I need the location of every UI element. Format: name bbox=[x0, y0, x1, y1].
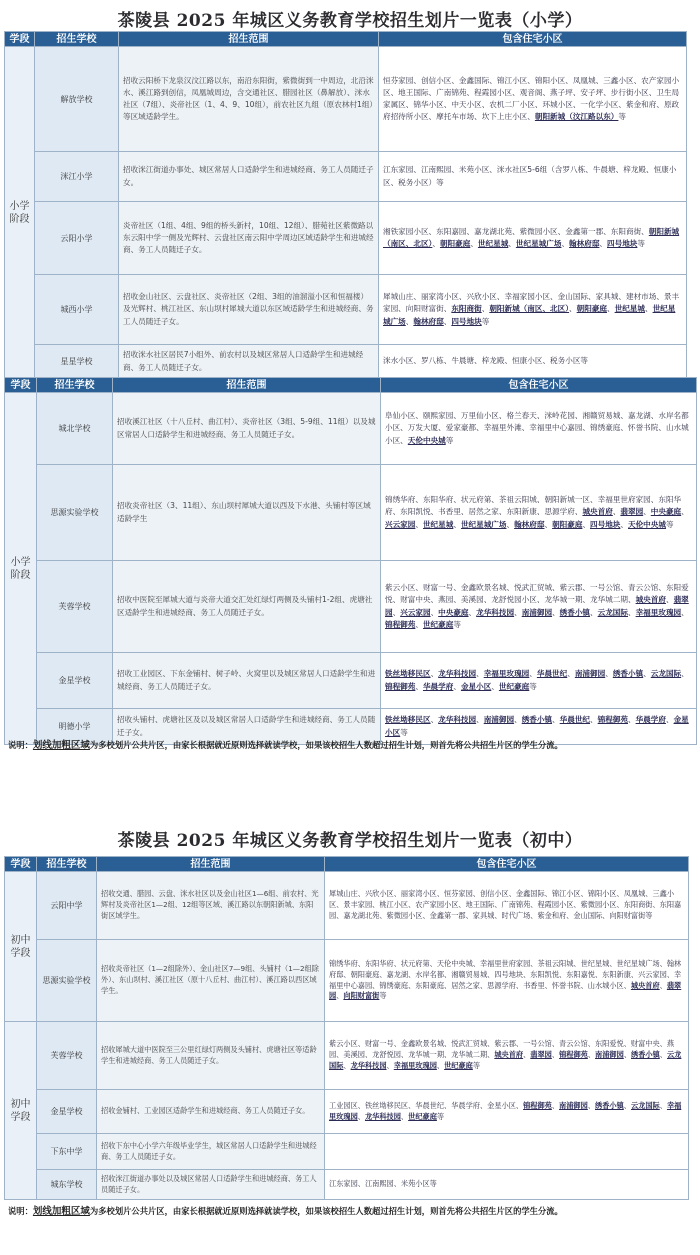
table-row bbox=[5, 1134, 689, 1170]
primary-title: 茶陵县 2025 年城区义务教育学校招生划片一览表（小学） bbox=[117, 11, 583, 31]
shared-zone: 朝阳豪庭 bbox=[576, 304, 608, 314]
shared-zone: 翡翠园 bbox=[620, 507, 644, 517]
header-range: 招生范围 bbox=[113, 378, 381, 393]
shared-zone: 世纪星城 bbox=[614, 304, 645, 314]
range-cell: 招收洣江街道办事处、城区常居人口适龄学生和进城经商、务工人员随迁子女。 bbox=[119, 152, 379, 202]
shared-zone: 翰林府邸 bbox=[569, 239, 600, 248]
header-communities: 包含住宅小区 bbox=[381, 378, 697, 393]
communities-cell: 犀城山庄、兴欣小区、丽家湾小区、恒芬家园、创信小区、金鑫国际、锦江小区、锦阳小区、凤凰城、三鑫小区、景丰家园、桃江小区、农产家园小区、地王国际、广南锦苑、程霞园小区、紫微园小区、东阳商街、东阳嘉园、嘉龙湖北苑、紫微园小区、金鑫第一郡、家具城、时代广场、紫金和府、金山国际、向阳财富街等 bbox=[325, 872, 689, 940]
table-header-row bbox=[5, 378, 697, 393]
level-cell: 小学阶段 bbox=[5, 47, 35, 379]
header-level: 学段 bbox=[5, 32, 35, 47]
school-name: 芙蓉学校 bbox=[37, 561, 113, 653]
table-row bbox=[5, 653, 697, 709]
shared-zone: 华晨世纪 bbox=[536, 669, 568, 679]
school-name: 城西小学 bbox=[35, 275, 119, 345]
shared-zone: 翡翠园 bbox=[329, 980, 682, 1001]
shared-zone: 华晨世纪 bbox=[559, 715, 591, 725]
shared-zone: 金星小区 bbox=[385, 715, 689, 737]
range-cell: 招收炎帝社区（3、11组）、东山坝村犀城大道以西及下水港、头铺村等区域适龄学生 bbox=[113, 465, 381, 561]
shared-zone: 华晨学府 bbox=[635, 715, 666, 725]
range-cell: 招收犀城大道中医院至三公里红绿灯两侧及头铺村、虎塘社区等适龄学生和进城经商、务工人员随迁子女。 bbox=[97, 1022, 325, 1090]
table-row bbox=[5, 1170, 689, 1200]
middle-title: 茶陵县 2025 年城区义务教育学校招生划片一览表（初中） bbox=[117, 831, 583, 851]
school-name: 金星学校 bbox=[37, 1090, 97, 1134]
shared-zone: 南浦御园 bbox=[595, 1050, 624, 1060]
shared-zone: 南浦御园 bbox=[559, 1100, 588, 1110]
shared-zone: 锦程御苑 bbox=[523, 1100, 552, 1110]
shared-zone: 云龙国际 bbox=[597, 607, 628, 617]
shared-zone: 四号地块 bbox=[451, 316, 482, 326]
header-level: 学段 bbox=[5, 378, 37, 393]
shared-zone: 城央首府 bbox=[635, 595, 666, 605]
school-name: 下东中学 bbox=[37, 1134, 97, 1170]
shared-zone: 锦程御苑 bbox=[385, 681, 416, 691]
table-row bbox=[5, 940, 689, 1022]
shared-zone: 锦程御苑 bbox=[559, 1050, 588, 1060]
table-row bbox=[5, 561, 697, 653]
header-communities: 包含住宅小区 bbox=[379, 32, 687, 47]
header-range: 招生范围 bbox=[119, 32, 379, 47]
shared-zone: 城央首府 bbox=[494, 1050, 524, 1060]
table-row bbox=[5, 202, 687, 275]
shared-zone: 翰林府邸 bbox=[413, 316, 444, 326]
school-name: 解放学校 bbox=[35, 47, 119, 152]
communities-cell: 铁丝坳移民区、龙华科技园、幸福里玫瑰园、华晨世纪、南浦御园、绣香小镇、云龙国际、锦程御苑、华晨学府、金星小区、世纪豪庭等 bbox=[381, 653, 697, 709]
header-school: 招生学校 bbox=[37, 378, 113, 393]
school-name: 城东学校 bbox=[37, 1170, 97, 1200]
table-row bbox=[5, 1022, 689, 1090]
communities-cell: 阜仙小区、颐熙家园、万里仙小区、格兰春天、洣岭花园、湘赣贸易城、嘉龙湖、水岸名都小区、万发大厦、爱家豪都、幸福里外滩、幸福里中心嘉园、锦绣豪庭、怀誉书院、山水城小区、天伦中央城等 bbox=[381, 393, 697, 465]
shared-zone: 中央豪庭 bbox=[650, 507, 682, 517]
range-cell: 招收溪江社区（十八丘村、曲江村）、炎帝社区（3组、5-9组、11组）以及城区常居人口适龄学生和进城经商、务工人员随迁子女。 bbox=[113, 393, 381, 465]
communities-cell: 洣水小区、罗八栋、牛晨塘、梓龙殿、恒康小区、税务小区等 bbox=[379, 345, 687, 379]
shared-zone: 世纪豪庭 bbox=[408, 1111, 437, 1121]
shared-zone: 金星小区 bbox=[460, 681, 492, 691]
shared-zone: 幸福里玫瑰园 bbox=[483, 669, 530, 679]
shared-zone: 云龙国际 bbox=[329, 1050, 682, 1070]
school-name: 云阳小学 bbox=[35, 202, 119, 275]
table-row bbox=[5, 872, 689, 940]
shared-zone: 南浦御园 bbox=[521, 607, 553, 617]
header-communities: 包含住宅小区 bbox=[325, 857, 689, 872]
shared-zone: 南浦御园 bbox=[574, 669, 606, 679]
table-header-row bbox=[5, 857, 689, 872]
shared-zone: 天伦中央城 bbox=[407, 435, 446, 445]
range-cell: 招收金山社区、云盘社区、炎帝社区（2组、3组的油溜溢小区和恒福楼）及光辉村、桃江社区、东山坝村犀城大道以东区域适龄学生和进城经商、务工人员随迁子女。 bbox=[119, 275, 379, 345]
communities-cell: 紫云小区、财富一号、金鑫欧景名城、悦武汇贸城、紫云郡、一号公馆、青云公馆、东阳爱悦、财富中央、燕园、美溪园、龙舒悦园小区、龙华城一期、龙华城二期、城央首府、翡翠园、兴云家园、中央豪庭、龙华科技园、南浦御园、绣香小镇、云龙国际、幸福里玫瑰园、锦程御苑、世纪豪庭等 bbox=[381, 561, 697, 653]
shared-zone: 向阳财富街 bbox=[343, 991, 380, 1001]
shared-zone: 龙华科技园 bbox=[438, 715, 477, 725]
communities-cell: 江东家园、江南熙园、米苑小区等 bbox=[325, 1170, 689, 1200]
table-row bbox=[5, 47, 687, 152]
table-header-row bbox=[5, 32, 687, 47]
school-name: 云阳中学 bbox=[37, 872, 97, 940]
communities-cell: 工业园区、铁丝坳移民区、华晨世纪、华晨学府、金星小区、锦程御苑、南浦御园、绣香小镇、云龙国际、幸福里玫瑰园、龙华科技园、世纪豪庭等 bbox=[325, 1090, 689, 1134]
table-row bbox=[5, 275, 687, 345]
communities-cell: 锦绣华府、东阳华府、状元府第、茶祖云阳城、朝阳新城一区、幸福里世府家园、东阳华府、东阳凯悦、书香里、居然之家、东阳新康、思源学府、城央首府、翡翠园、中央豪庭、兴云家园、世纪星城、世纪星城广场、翰林府邸、朝阳豪庭、四号地块、天伦中央城等 bbox=[381, 465, 697, 561]
primary-table-part2 bbox=[4, 377, 697, 745]
shared-zone: 世纪星城 bbox=[422, 519, 454, 529]
level-cell: 初中学段 bbox=[5, 1022, 37, 1200]
school-name: 洣江小学 bbox=[35, 152, 119, 202]
note-highlight: 划线加粗区域 bbox=[32, 740, 90, 751]
shared-zone: 朝阳新城（南区、北区） bbox=[489, 304, 570, 314]
table-row bbox=[5, 393, 697, 465]
shared-zone: 绣香小镇 bbox=[612, 669, 644, 679]
range-cell: 招收工业园区、下东金铺村、树子岭、火窝里以及城区常居人口适龄学生和进城经商、务工人员随迁子女。 bbox=[113, 653, 381, 709]
header-school: 招生学校 bbox=[37, 857, 97, 872]
communities-cell: 湘铁家园小区、东阳嘉园、嘉龙湖北苑、紫微园小区、金鑫第一郡、东阳商街、朝阳新城（南区、北区）、朝阳豪庭、世纪星城、世纪星城广场、翰林府邸、四号地块等 bbox=[379, 202, 687, 275]
shared-zone: 世纪豪庭 bbox=[444, 1060, 473, 1070]
range-cell: 招收下东中心小学六年级毕业学生，城区常居人口适龄学生和进城经商、务工人员随迁子女。 bbox=[97, 1134, 325, 1170]
shared-zone: 世纪星城广场 bbox=[460, 519, 507, 529]
range-cell: 招收云阳桥下龙泉汉汶江路以东，南沿东阳街，紫微街到一中周边，北沿洣水、溪江路到创信，凤凰城周边，含交通社区、腊园社区（鼻解放）、洣水社区（7组）、炎帝社区（1、4、9、10组），前农社区九组（原农林村1组）等区域适龄学生。 bbox=[119, 47, 379, 152]
shared-zone: 翡翠园 bbox=[530, 1050, 552, 1060]
shared-zone: 铁丝坳移民区 bbox=[385, 715, 431, 725]
shared-zone: 天伦中央城 bbox=[628, 519, 666, 529]
range-cell: 招收头铺村、虎塘社区及以及城区常居人口适龄学生和进城经商、务工人员随迁子女。 bbox=[113, 709, 381, 745]
communities-cell: 江东家园、江南熙园、米苑小区、洣水社区5-6组（含罗八栋、牛晨塘、梓龙殿、恒康小区、税务小区）等 bbox=[379, 152, 687, 202]
shared-zone: 幸福里玫瑰园 bbox=[635, 607, 682, 617]
school-name: 城北学校 bbox=[37, 393, 113, 465]
primary-table-part1 bbox=[4, 31, 687, 379]
communities-cell: 恒芬家园、创信小区、金鑫国际、锦江小区、锦阳小区、凤凰城、三鑫小区、农产家园小区、地王国际、广南锦苑、程霞园小区、观音阁、燕子坪、安子坪、步行街小区、卫生局家属区、锦华小区、中天小区、农机二厂小区、环城小区、一化学小区、紫金和府、原政府招待所小区、摩托车市场、坎下上庄小区、朝阳新城（汶江路以东）等 bbox=[379, 47, 687, 152]
shared-zone: 城央首府 bbox=[630, 980, 660, 990]
shared-zone: 铁丝坳移民区 bbox=[385, 669, 431, 679]
communities-cell: 锦绣华府、东阳华府、状元府第、天伦中央城、幸福里世府家园、茶祖云阳城、世纪星城、世纪星城广场、翰林府邸、朝阳豪庭、嘉龙湖、水岸名都、湘赣贸易城、四号地块、东阳凯悦、东阳嘉悦、东阳新康、兴云家园、幸福里中心嘉园、锦绣豪庭、东阳豪庭、居然之家、思源学府、书香里、怀誉书院、山水城小区、城央首府、翡翠园、向阳财富街等 bbox=[325, 940, 689, 1022]
note-highlight: 划线加粗区域 bbox=[32, 1206, 90, 1217]
shared-zone: 朝阳新城（汶江路以东） bbox=[534, 112, 619, 122]
shared-zone: 东阳商街 bbox=[451, 304, 482, 314]
range-cell: 招收金铺村、工业园区适龄学生和进城经商、务工人员随迁子女。 bbox=[97, 1090, 325, 1134]
shared-zone: 世纪星城广场 bbox=[383, 304, 676, 326]
table-row bbox=[5, 152, 687, 202]
shared-zone: 龙华科技园 bbox=[364, 1111, 401, 1121]
shared-zone: 朝阳豪庭 bbox=[552, 519, 583, 529]
communities-cell bbox=[325, 1134, 689, 1170]
range-cell: 招收洣水社区居民7小组外、前农村以及城区常居人口适龄学生和进城经商、务工人员随迁子女。 bbox=[119, 345, 379, 379]
school-name: 思源实验学校 bbox=[37, 940, 97, 1022]
shared-zone: 华晨学府 bbox=[422, 681, 454, 691]
shared-zone: 南浦御园 bbox=[483, 715, 515, 725]
shared-zone: 朝阳新城（南区、北区） bbox=[383, 226, 680, 248]
shared-zone: 绣香小镇 bbox=[559, 607, 591, 617]
shared-zone: 绣香小镇 bbox=[595, 1100, 624, 1110]
header-school: 招生学校 bbox=[35, 32, 119, 47]
shared-zone: 锦程御苑 bbox=[597, 715, 628, 725]
shared-zone: 幸福里玫瑰园 bbox=[393, 1060, 437, 1070]
shared-zone: 绣香小镇 bbox=[631, 1050, 660, 1060]
middle-section bbox=[0, 820, 700, 1255]
school-name: 思源实验学校 bbox=[37, 465, 113, 561]
note-prefix: 说明： bbox=[8, 1206, 33, 1216]
header-range: 招生范围 bbox=[97, 857, 325, 872]
shared-zone: 城央首府 bbox=[582, 507, 613, 517]
range-cell: 招收洣江街道办事处以及城区常居人口适龄学生和进城经商、务工人员随迁子女。 bbox=[97, 1170, 325, 1200]
shared-zone: 世纪星城广场 bbox=[515, 239, 562, 248]
shared-zone: 龙华科技园 bbox=[438, 669, 477, 679]
level-cell: 初中学段 bbox=[5, 872, 37, 1022]
communities-cell: 犀城山庄、丽家湾小区、兴欣小区、幸福家园小区、金山国际、家具城、建材市场、景丰家园、向阳财富街、东阳商街、朝阳新城（南区、北区）、朝阳豪庭、世纪星城、世纪星城广场、翰林府邸、四号地块等 bbox=[379, 275, 687, 345]
shared-zone: 翡翠园 bbox=[385, 595, 689, 617]
shared-zone: 绣香小镇 bbox=[521, 715, 553, 725]
shared-zone: 云龙国际 bbox=[650, 669, 682, 679]
middle-table bbox=[4, 856, 689, 1200]
communities-cell: 铁丝坳移民区、龙华科技园、南浦御园、绣香小镇、华晨世纪、锦程御苑、华晨学府、金星小区等 bbox=[381, 709, 697, 745]
primary-note bbox=[8, 737, 694, 755]
shared-zone: 云龙国际 bbox=[630, 1100, 660, 1110]
table-row bbox=[5, 345, 687, 379]
shared-zone: 世纪豪庭 bbox=[422, 619, 454, 629]
shared-zone: 兴云家园 bbox=[400, 607, 431, 617]
level-cell: 小学阶段 bbox=[5, 393, 37, 745]
shared-zone: 中央豪庭 bbox=[438, 607, 469, 617]
range-cell: 招收中医院至犀城大道与炎帝大道交汇处红绿灯两侧及头铺村1-2组、虎塘社区适龄学生和进城经商、务工人员随迁子女。 bbox=[113, 561, 381, 653]
shared-zone: 四号地块 bbox=[607, 239, 638, 248]
shared-zone: 四号地块 bbox=[590, 519, 621, 529]
shared-zone: 龙华科技园 bbox=[350, 1060, 387, 1070]
school-name: 星星学校 bbox=[35, 345, 119, 379]
note-text: 为多校划片公共片区，由家长根据就近原则选择就读学校，如果该校招生人数超过招生计划，则首先将公共招生片区的学生分流。 bbox=[89, 740, 563, 750]
range-cell: 招收交通、腊园、云盘、洣水社区以及金山社区1—6组、前农村、光辉村及炎帝社区1—2组、12组等区域、溪江路以东朝阳新城、东阳街区域学生。 bbox=[97, 872, 325, 940]
communities-cell: 紫云小区、财富一号、金鑫欧景名城、悦武汇贸城、紫云郡、一号公馆、青云公馆、东阳爱悦、财富中央、燕园、美溪园、龙舒悦园、龙华城一期、龙华城二期、城央首府、翡翠园、锦程御苑、南浦御园、绣香小镇、云龙国际、龙华科技园、幸福里玫瑰园、世纪豪庭等 bbox=[325, 1022, 689, 1090]
table-row bbox=[5, 465, 697, 561]
header-level: 学段 bbox=[5, 857, 37, 872]
middle-note bbox=[8, 1203, 694, 1221]
shared-zone: 翰林府邸 bbox=[514, 519, 545, 529]
shared-zone: 锦程御苑 bbox=[385, 619, 416, 629]
school-name: 明德小学 bbox=[37, 709, 113, 745]
shared-zone: 世纪豪庭 bbox=[498, 681, 530, 691]
school-name: 芙蓉学校 bbox=[37, 1022, 97, 1090]
note-text: 为多校划片公共片区，由家长根据就近原则选择就读学校，如果该校招生人数超过招生计划，则首先将公共招生片区的学生分流。 bbox=[89, 1206, 563, 1216]
table-row bbox=[5, 1090, 689, 1134]
shared-zone: 龙华科技园 bbox=[476, 607, 515, 617]
range-cell: 招收炎帝社区（1—2组除外）、金山社区7—9组、头铺村（1—2组除外）、东山坝村、溪江社区（原十八丘村、曲江村）、溪江路以西区域学生。 bbox=[97, 940, 325, 1022]
shared-zone: 幸福里玫瑰园 bbox=[329, 1100, 682, 1121]
shared-zone: 朝阳豪庭 bbox=[439, 239, 471, 248]
shared-zone: 兴云家园 bbox=[385, 519, 416, 529]
note-prefix: 说明： bbox=[8, 740, 33, 750]
range-cell: 炎帝社区（1组、4组、9组的桥头新村，10组、12组）、腊菀社区紫微路以东云阳中学一侧及光辉村、云盘社区南云阳中学周边区域适龄学生和进城经商、务工人员随迁子女。 bbox=[119, 202, 379, 275]
shared-zone: 世纪星城 bbox=[477, 239, 509, 248]
school-name: 金星学校 bbox=[37, 653, 113, 709]
